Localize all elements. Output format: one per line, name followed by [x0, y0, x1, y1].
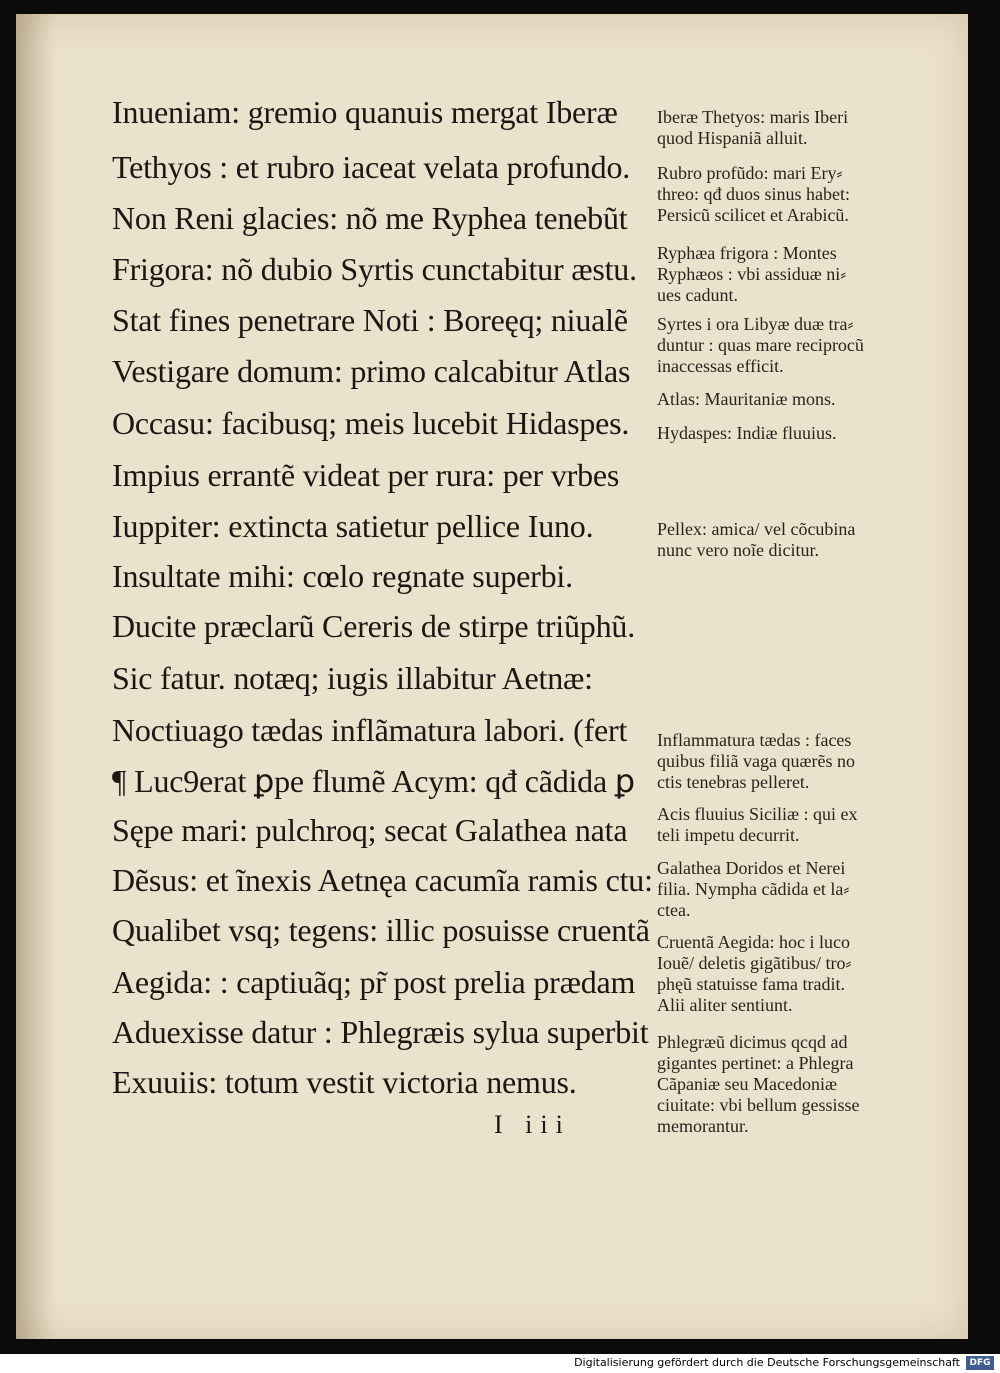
marginal-gloss: Pellex: amica/ vel cõcubina nunc vero noĩe dicitur. [657, 519, 856, 560]
marginal-gloss: Phlegræũ dicimus qcqd ad gigantes pertinet: a Phlegra Cãpaniæ seu Macedoniæ ciuitate: vbi bellum gessisse memorantur. [657, 1032, 860, 1136]
marginal-gloss: Galathea Doridos et Nerei filia. Nympha cãdida et la⸗ ctea. [657, 858, 850, 920]
verse-line: Tethyos : et rubro iaceat velata profundo. [112, 149, 631, 185]
verse-line: Iuppiter: extincta satietur pellice Iuno. [112, 508, 594, 544]
footer-bar [0, 1354, 1000, 1373]
book-page [16, 14, 968, 1339]
verse-line: Vestigare domum: primo calcabitur Atlas [112, 353, 631, 389]
marginal-gloss: Syrtes i ora Libyæ duæ tra⸗ duntur : quas mare reciprocũ inaccessas efficit. [657, 314, 864, 376]
verse-line: Ducite præclarũ Cereris de stirpe triũphũ. [112, 608, 635, 644]
verse-line: Sic fatur. notæq; iugis illabitur Aetnæ: [112, 660, 593, 696]
verse-line: Aduexisse datur : Phlegræis sylua superbit [112, 1014, 649, 1050]
page-signature: I iii [494, 1110, 571, 1139]
marginal-gloss: Rubro profũdo: mari Ery⸗ threo: qđ duos sinus habet: Persicũ scilicet et Arabicũ. [657, 163, 850, 225]
verse-line: Noctiuago tædas inflãmatura labori. (fert [112, 712, 628, 748]
verse-line: Inueniam: gremio quanuis mergat Iberæ [112, 94, 618, 130]
verse-line: ¶ Luc9erat ꝑpe flumẽ Acym: qđ cãdida ꝑ [112, 763, 635, 799]
verse-line: Exuuiis: totum vestit victoria nemus. [112, 1064, 577, 1100]
verse-line: Dẽsus: et ĩnexis Aetnęa cacumĩa ramis ctu: [112, 862, 653, 898]
verse-line: Aegida: : captiuãq; pr̃ post prelia prædam [112, 964, 636, 1000]
marginal-gloss: Hydaspes: Indiæ fluuius. [657, 423, 837, 443]
marginal-gloss: Atlas: Mauritaniæ mons. [657, 389, 836, 409]
marginal-gloss: Inflammatura tædas : faces quibus filiã vaga quærẽs no ctis tenebras pelleret. [657, 730, 855, 792]
verse-line: Insultate mihi: cœlo regnate superbi. [112, 558, 573, 594]
verse-line: Stat fines penetrare Noti : Boreęq; niualẽ [112, 302, 628, 338]
footer-credit: Digitalisierung gefördert durch die Deutsche Forschungsgemeinschaft [574, 1356, 960, 1369]
verse-line: Impius errantẽ videat per rura: per vrbes [112, 457, 620, 493]
marginal-gloss: Iberæ Thetyos: maris Iberi quod Hispaniã alluit. [657, 107, 849, 148]
marginal-gloss: Cruentã Aegida: hoc i luco Iouẽ/ deletis gigãtibus/ tro⸗ phęũ statuisse fama tradit. Alii aliter sentiunt. [657, 932, 852, 1015]
verse-line: Non Reni glacies: nõ me Ryphea tenebũt [112, 200, 628, 236]
verse-line: Sępe mari: pulchroq; secat Galathea nata [112, 812, 628, 848]
marginal-gloss: Ryphæa frigora : Montes Ryphæos : vbi assiduæ ni⸗ ues cadunt. [657, 243, 847, 305]
verse-line: Occasu: facibusq; meis lucebit Hidaspes. [112, 405, 630, 441]
marginal-gloss: Acis fluuius Siciliæ : qui ex teli impetu decurrit. [657, 804, 858, 845]
dfg-logo: DFG [966, 1356, 994, 1370]
verse-line: Qualibet vsq; tegens: illic posuisse cruentã [112, 912, 650, 948]
verse-line: Frigora: nõ dubio Syrtis cunctabitur æstu. [112, 251, 637, 287]
